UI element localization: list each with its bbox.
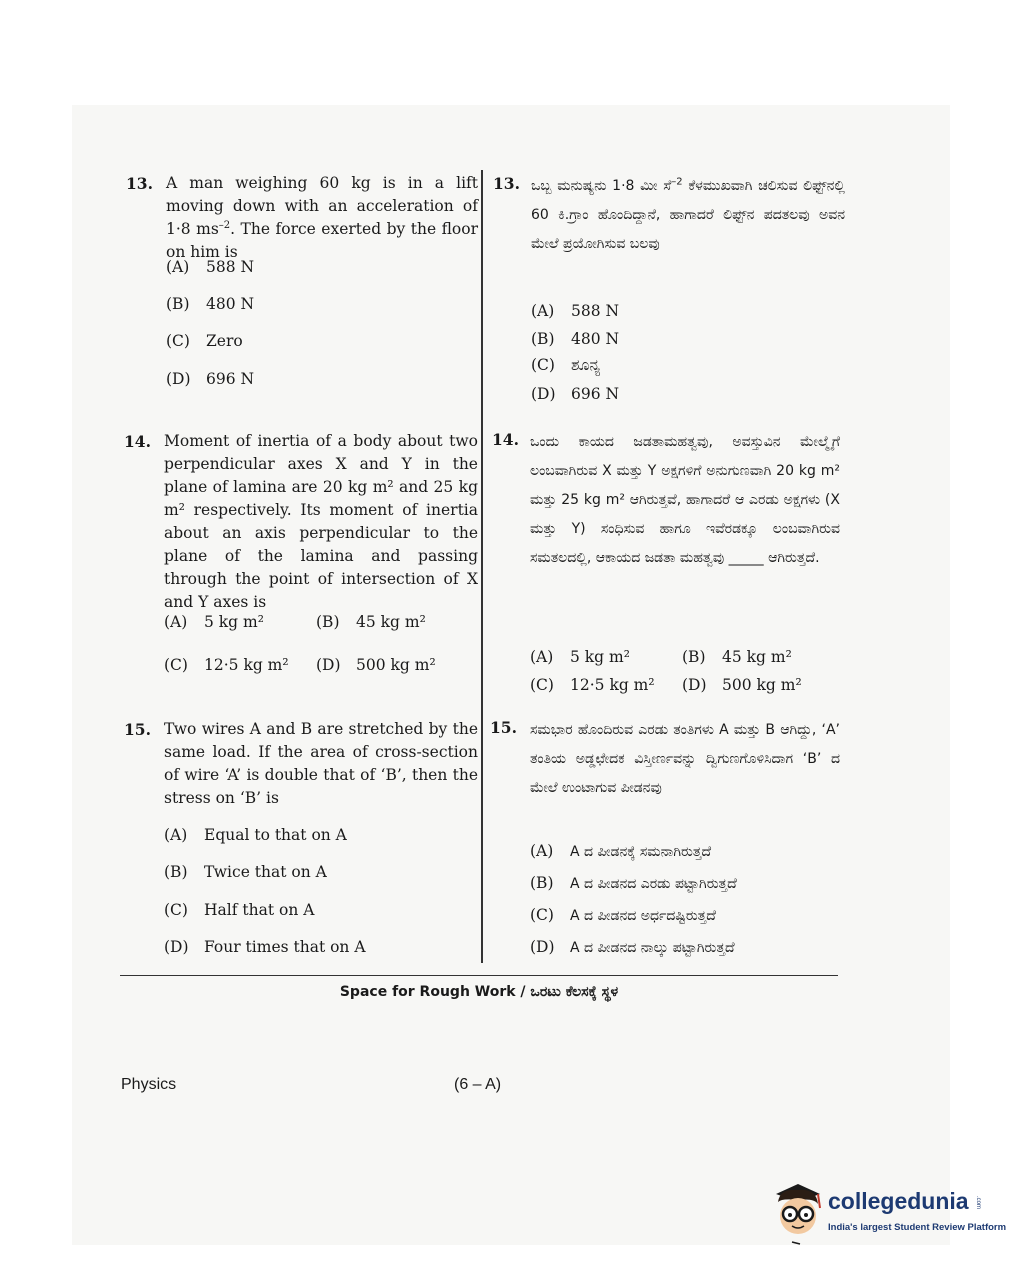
logo-tagline: India's largest Student Review Platform bbox=[828, 1222, 1007, 1233]
option-b[interactable]: (B) 480 N bbox=[531, 330, 620, 348]
column-divider bbox=[481, 170, 483, 963]
option-d[interactable]: (D) 500 kg m² bbox=[316, 656, 436, 674]
logo-domain: .com bbox=[975, 1196, 981, 1210]
option-c[interactable]: (C) A ದ ಪೀಡನದ ಅರ್ಧದಷ್ಟಿರುತ್ತದೆ bbox=[530, 906, 716, 924]
option-c[interactable]: (C) Half that on A bbox=[164, 901, 315, 919]
option-a[interactable]: (A) A ದ ಪೀಡನಕ್ಕೆ ಸಮನಾಗಿರುತ್ತದೆ bbox=[530, 842, 712, 860]
logo-wordmark: collegedunia bbox=[828, 1188, 969, 1214]
question-text: ಒಂದು ಕಾಯದ ಜಡತಾಮಹತ್ವವು, ಅವಸ್ತುವಿನ ಮೇಲ್ಮೈಗೆ ಲಂಬವಾಗಿರುವ X ಮತ್ತು Y ಅಕ್ಷಗಳಿಗೆ ಅನುಗುಣವಾಗಿ 20 kg m² ಮತ್ತು 25 kg m² ಆಗಿರುತ್ತವೆ, ಹಾಗಾದರೆ ಆ ಎರಡು ಅಕ್ಷಗಳು (X ಮತ್ತು Y) ಸಂಧಿಸುವ ಹಾಗೂ ಇವೆರಡಕ್ಕೂ ಲಂಬವಾಗಿರುವ ಸಮತಲದಲ್ಲಿ, ಆಕಾಯದ ಜಡತಾ ಮಹತ್ವವು _____ ಆಗಿರುತ್ತದೆ. bbox=[530, 434, 840, 566]
option-a[interactable]: (A) 5 kg m² bbox=[530, 648, 630, 666]
option-b[interactable]: (B) 480 N bbox=[166, 295, 255, 313]
question-number: 13. bbox=[493, 174, 520, 193]
option-d[interactable]: (D) A ದ ಪೀಡನದ ನಾಲ್ಕು ಪಟ್ಟಾಗಿರುತ್ತದೆ bbox=[530, 938, 735, 956]
rough-work-divider bbox=[120, 975, 838, 976]
option-a[interactable]: (A) Equal to that on A bbox=[164, 826, 347, 844]
option-d[interactable]: (D) 500 kg m² bbox=[682, 676, 802, 694]
option-a[interactable]: (A) 5 kg m² bbox=[164, 613, 264, 631]
option-c[interactable]: (C) 12·5 kg m² bbox=[164, 656, 289, 674]
option-a[interactable]: (A) 588 N bbox=[166, 258, 255, 276]
question-text: Moment of inertia of a body about two perpendicular axes X and Y in the plane of lamina are 20 kg m² and 25 kg m² respectively. Its moment of inertia about an axis perpendicular to the plane of the lamina and passing through the point of intersection of X and Y axes is bbox=[164, 432, 478, 611]
rough-work-label: Space for Rough Work / ಒರಟು ಕೆಲಸಕ್ಕೆ ಸ್ಥಳ bbox=[339, 984, 619, 1000]
option-b[interactable]: (B) Twice that on A bbox=[164, 863, 327, 881]
mascot-icon bbox=[770, 1178, 826, 1248]
question-number: 14. bbox=[492, 430, 519, 449]
question-number: 13. bbox=[126, 174, 153, 193]
question-text: A man weighing 60 kg is in a lift moving down with an acceleration of 1·8 $ms^{-2}$. The force exerted by the floor on him is bbox=[166, 174, 479, 261]
collegedunia-logo[interactable] bbox=[770, 1178, 1007, 1248]
footer-subject: Physics bbox=[121, 1076, 177, 1093]
option-b[interactable]: (B) A ದ ಪೀಡನದ ಎರಡು ಪಟ್ಟಾಗಿರುತ್ತದೆ bbox=[530, 874, 737, 892]
question-text: Two wires A and B are stretched by the same load. If the area of cross-section of wire ‘A’ is double that of ‘B’, then the stress on ‘B’ is bbox=[164, 720, 478, 807]
question-number: 15. bbox=[490, 718, 517, 737]
question-number: 14. bbox=[124, 432, 151, 451]
option-c[interactable]: (C) ಶೂನ್ಯ bbox=[531, 356, 601, 374]
question-number: 15. bbox=[124, 720, 151, 739]
option-b[interactable]: (B) 45 kg m² bbox=[316, 613, 426, 631]
option-d[interactable]: (D) 696 N bbox=[531, 385, 620, 403]
option-a[interactable]: (A) 588 N bbox=[531, 302, 620, 320]
option-c[interactable]: (C) Zero bbox=[166, 332, 243, 350]
footer-page-number: (6 – A) bbox=[454, 1076, 502, 1093]
option-d[interactable]: (D) Four times that on A bbox=[164, 938, 366, 956]
option-d[interactable]: (D) 696 N bbox=[166, 370, 255, 388]
question-text: ಒಬ್ಬ ಮನುಷ್ಯನು 1·8 ಮೀ ಸೆ$^{-2}$ ಕೆಳಮುಖವಾಗಿ ಚಲಿಸುವ ಲಿಫ್ಟ್‌ನಲ್ಲಿ 60 ಕಿ.ಗ್ರಾಂ ಹೊಂದಿದ್ದಾನೆ, ಹಾಗಾದರೆ ಲಿಫ್ಟ್‌ನ ಪದತಲವು ಅವನ ಮೇಲೆ ಪ್ರಯೋಗಿಸುವ ಬಲವು bbox=[531, 176, 845, 252]
question-text: ಸಮಭಾರ ಹೊಂದಿರುವ ಎರಡು ತಂತಿಗಳು A ಮತ್ತು B ಆಗಿದ್ದು, ‘A’ ತಂತಿಯ ಅಡ್ಡಛೇದಕ ವಿಸ್ತೀರ್ಣವನ್ನು ದ್ವಿಗುಣಗೊಳಿಸಿದಾಗ ‘B’ ದ ಮೇಲೆ ಉಂಟಾಗುವ ಪೀಡನವು bbox=[530, 722, 840, 796]
option-c[interactable]: (C) 12·5 kg m² bbox=[530, 676, 655, 694]
option-b[interactable]: (B) 45 kg m² bbox=[682, 648, 792, 666]
